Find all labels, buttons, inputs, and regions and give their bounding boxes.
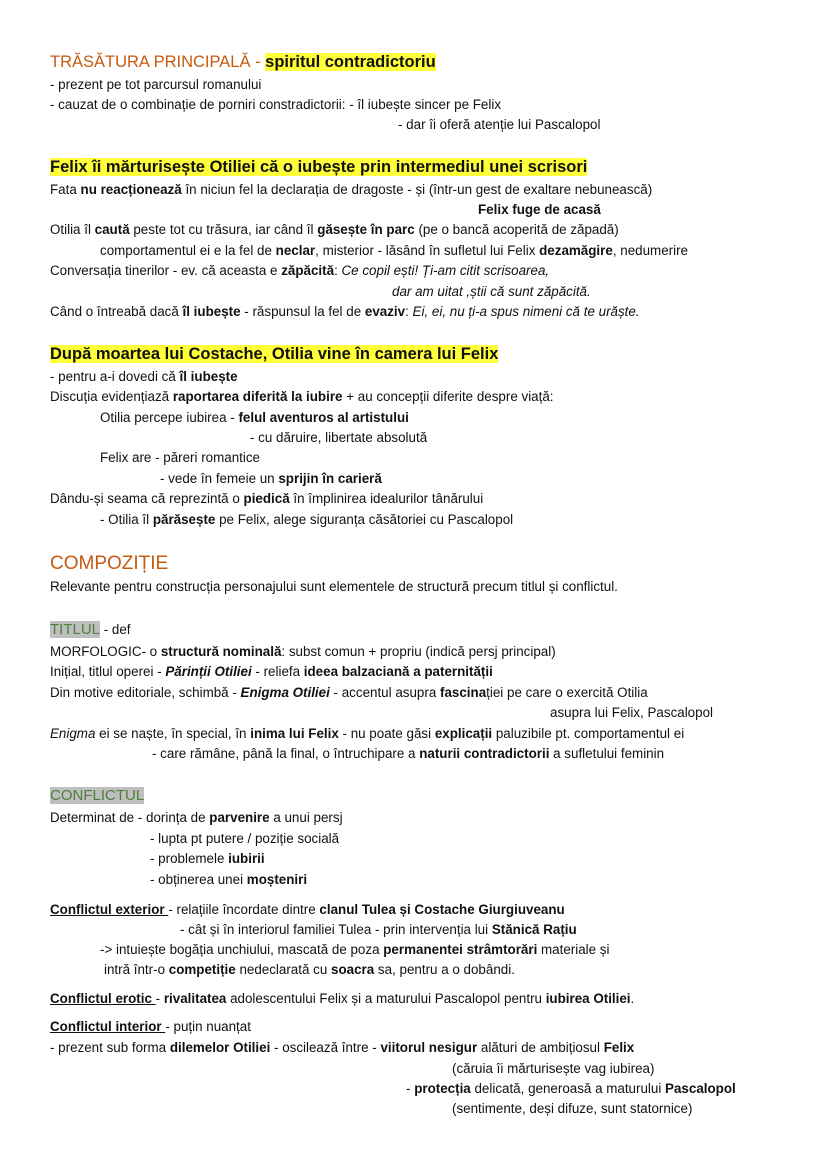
text-line [152,744,664,764]
text-run: piedică [243,491,290,506]
text-line [406,1079,736,1099]
section-heading-conflict [50,786,144,806]
text-line [100,241,688,261]
text-run: dilemelor Otiliei [169,1040,271,1055]
text-line [100,408,409,428]
text-run: raportarea diferită la iubire [172,389,343,404]
text-run: delicată, generoasă a maturului [470,1081,666,1096]
text-run: - reliefa [251,664,304,679]
text-run: : subst comun + propriu (indică persj principal) [281,644,556,659]
text-line: Felix are - păreri romantice [100,450,260,465]
text-run: MORFOLOGIC- o [50,644,161,659]
text-run: dezamăgire [539,243,613,258]
text-run: naturii contradictorii [419,746,550,761]
text-run: materiale și [537,942,610,957]
text-run: - def [100,622,131,637]
text-run: iubirii [228,851,265,866]
text-line [50,642,556,662]
text-run: îl iubește [179,369,238,384]
text-run: părăsește [152,512,216,527]
text-run: , nedumerire [612,243,688,258]
text-line [50,387,554,407]
text-line [50,683,648,703]
text-run: TRĂSĂTURA PRINCIPALĂ - [50,53,266,71]
text-run: clanul Tulea și Costache Giurgiuveanu [319,902,565,917]
text-line [50,489,483,509]
text-run: Din motive editoriale, schimbă - [50,685,241,700]
text-run: Conflictul interior [50,1019,166,1034]
text-run: TITLUL [50,621,101,638]
text-run: Otilia percepe iubirea - [100,410,239,425]
text-run: parvenire [209,810,270,825]
text-line: (căruia îi mărturisește vag iubirea) [452,1061,655,1076]
text-run: Felix [603,1040,635,1055]
text-run: - [155,991,164,1006]
text-run: neclar [275,243,316,258]
text-run: Când o întreabă dacă [50,304,183,319]
text-run: sprijin în carieră [278,471,382,486]
text-run: pe Felix, alege siguranța căsătoriei cu Pascalopol [215,512,514,527]
text-run: a unui persj [269,810,343,825]
text-line: - cu dăruire, libertate absolută [250,430,428,445]
text-line [180,920,577,940]
text-run: - nu poate găsi [338,726,435,741]
text-run: fascina [440,685,487,700]
text-run: sa, pentru a o dobândi. [374,962,515,977]
text-run: : [334,263,342,278]
text-run: competiție [168,962,236,977]
text-run: Conflictul exterior [50,902,169,917]
text-line: - dar îi oferă atenție lui Pascalopol [398,117,601,132]
text-run: - care rămâne, până la final, o întruchipare a [152,746,420,761]
text-run: adolescentului Felix și a maturului Pascalopol pentru [226,991,546,1006]
text-run: Stănică Rațiu [491,922,577,937]
text-run: Felix îi mărturisește Otiliei că o iubește prin intermediul unei scrisori [50,158,588,176]
text-run: - problemele [150,851,229,866]
text-run: protecția [414,1081,471,1096]
text-line [50,180,652,200]
text-line: - lupta pt putere / poziție socială [150,831,340,846]
text-line [50,220,619,240]
text-line [104,960,515,980]
text-run: - cât și în interiorul familiei Tulea - prin intervenția lui [180,922,492,937]
text-run: rivalitatea [163,991,227,1006]
text-run: - relațiile încordate dintre [168,902,320,917]
text-run: a sufletului feminin [549,746,665,761]
text-line: Felix fuge de acasă [478,202,601,217]
text-run: Ce copil ești! Ți-am citit scrisoarea, [341,263,550,278]
text-run: peste tot cu trăsura, iar când îl [129,222,318,237]
text-run: moșteniri [246,872,308,887]
text-run: zăpăcită [281,263,335,278]
text-run: caută [94,222,130,237]
text-run: Determinat de - dorința de [50,810,210,825]
text-run: Enigma [50,726,96,741]
text-run: soacra [331,962,375,977]
text-run: nu reacționează [80,182,182,197]
text-run: ției pe care o exercită Otilia [486,685,648,700]
text-run: + au concepții diferite despre viață: [342,389,554,404]
text-run: ideea balzaciană a paternității [303,664,493,679]
text-line [160,469,382,489]
text-line-interior-conflict [50,1017,251,1037]
text-run: nedeclarată cu [235,962,332,977]
section-heading-title [50,620,131,640]
text-run: - vede în femeie un [160,471,279,486]
text-run: spiritul contradictoriu [265,53,436,71]
text-run: CONFLICTUL [50,787,145,804]
text-run: Enigma Otiliei [240,685,330,700]
text-run: După moartea lui Costache, Otilia vine în camera lui Felix [50,345,499,363]
section-heading-main-trait [50,52,436,72]
text-run: inima lui Felix [250,726,339,741]
text-run: - prezent sub forma [50,1040,170,1055]
text-run: structură nominală [160,644,282,659]
text-run: - accentul asupra [329,685,440,700]
text-line: asupra lui Felix, Pascalopol [550,705,714,720]
text-run: - [406,1081,415,1096]
text-line: - prezent pe tot parcursul romanului [50,77,262,92]
text-line [50,302,640,322]
section-heading-costache-death [50,344,498,364]
text-line [50,662,493,682]
text-run: alături de ambițiosul [477,1040,604,1055]
text-run: în niciun fel la declarația de dragoste - și (într-un gest de exaltare nebunească) [181,182,653,197]
text-line: (sentimente, deși difuze, sunt statornice) [452,1101,693,1116]
section-heading-letter [50,157,587,177]
text-run: - răspunsul la fel de [240,304,365,319]
section-heading-composition: COMPOZIȚIE [50,553,169,574]
text-line [150,849,265,869]
text-run: - Otilia îl [100,512,153,527]
text-line [150,870,307,890]
text-run: , misterior - lăsând în sufletul lui Felix [315,243,540,258]
text-run: îl iubește [182,304,241,319]
text-run: (pe o bancă acoperită de zăpadă) [414,222,619,237]
text-run: permanentei strâmtorări [383,942,538,957]
text-line [50,367,238,387]
text-run: - oscilează între - [270,1040,381,1055]
text-run: explicații [434,726,493,741]
text-run: Ei, ei, nu ți-a spus nimeni că te urăște. [412,304,640,319]
text-run: : [405,304,413,319]
text-run: iubirea Otiliei [545,991,631,1006]
text-line: - cauzat de o combinație de porniri constradictorii: - îl iubește sincer pe Felix [50,97,502,112]
text-run: - puțin nuanțat [165,1019,251,1034]
text-line [100,510,513,530]
text-run: ei se naște, în special, în [95,726,251,741]
text-run: găsește în parc [317,222,415,237]
text-run: Inițial, titlul operei - [50,664,166,679]
text-run: viitorul nesigur [380,1040,478,1055]
text-run: paluzibile pt. comportamentul ei [492,726,685,741]
text-run: . [630,991,635,1006]
text-line [50,724,684,744]
text-run: Părinții Otiliei [165,664,252,679]
text-run: Otilia îl [50,222,95,237]
text-run: Dându-și seama că reprezintă o [50,491,244,506]
text-run: - pentru a-i dovedi că [50,369,180,384]
text-run: intră într-o [104,962,169,977]
text-run: evaziv [364,304,406,319]
text-line [50,1038,634,1058]
text-run: Conflictul erotic [50,991,156,1006]
text-line [100,940,609,960]
text-run: Pascalopol [665,1081,736,1096]
text-line [50,808,343,828]
text-run: comportamentul ei e la fel de [100,243,276,258]
text-line [50,261,549,281]
text-run: - obținerea unei [150,872,247,887]
text-run: în împlinirea idealurilor tânărului [289,491,484,506]
text-line-erotic-conflict [50,989,634,1009]
text-run: Fata [50,182,81,197]
text-run: felul aventuros al artistului [238,410,409,425]
text-line-exterior-conflict [50,900,565,920]
text-run: Conversația tinerilor - ev. că aceasta e [50,263,282,278]
text-run: Discuția evidențiază [50,389,173,404]
text-run: -> intuiește bogăția unchiului, mascată de poza [100,942,384,957]
text-line: dar am uitat ,știi că sunt zăpăcită. [392,284,591,299]
text-line: Relevante pentru construcția personajului sunt elementele de structură precum titlul și conflictul. [50,579,618,594]
